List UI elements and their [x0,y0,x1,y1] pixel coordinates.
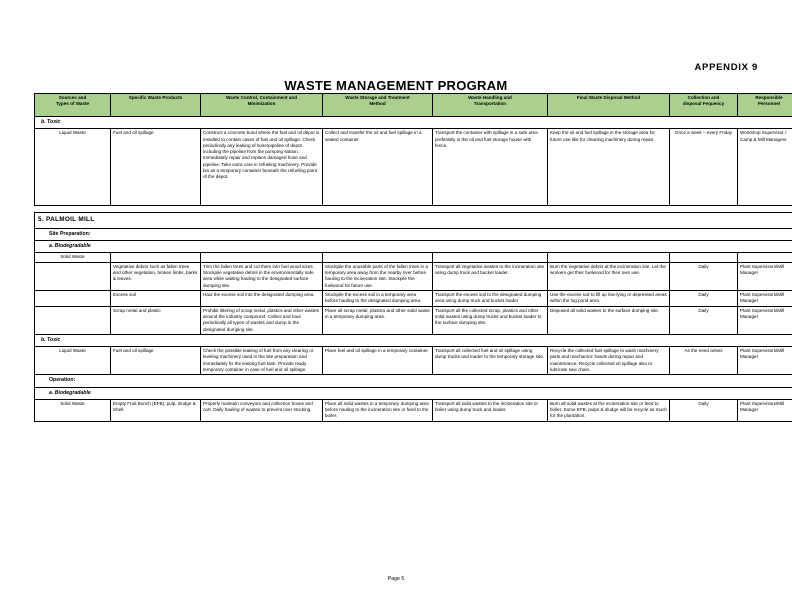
cell-waste-handling [433,253,548,262]
cell-waste-control: Haul the excess soil into the designated dumping area. [201,290,323,306]
cell-source-type: Solid Waste [35,399,111,421]
table-row [35,399,792,421]
table-spacer-row [35,206,792,213]
cell-frequency: Daily [670,290,738,306]
cell-waste-storage: Place fuel and oil spillage in a temporary container. [323,347,433,375]
cell-specific-waste: Fuel and oil spillage [111,347,201,375]
cell-waste-handling: Transport all collected fuel and oil spillage using dump trucks and loader to the temporary storage site. [433,347,548,375]
cell-responsible: Plant Supervisors/Mill Manager [738,262,792,290]
header-row [35,94,792,117]
cell-final-disposal [548,253,670,262]
cell-source-type: Solid Waste [35,253,111,262]
cell-waste-storage: Collect and transfer the oil and fuel spillage in a sealed container. [323,129,433,206]
cell-specific-waste: Empty Fruit Bunch (EFB), pulp, sludge & Shell. [111,399,201,421]
cell-responsible [738,253,792,262]
header-line-1: Waste Handling and [468,95,512,100]
cell-specific-waste: Fuel and oil spillage [111,129,201,206]
table-row [35,347,792,375]
page-footer: Page 5 [387,576,405,582]
table-row [35,306,792,334]
cell-source-type [35,290,111,306]
header-line-1: Waste Storage and Treatment [345,95,410,100]
cell-specific-waste: Excess soil [111,290,201,306]
cell-frequency: Daily [670,306,738,334]
page-title: WASTE MANAGEMENT PROGRAM [284,78,508,93]
waste-management-table [34,93,792,422]
cell-responsible: Plant Supervisors/Mill Manager [738,347,792,375]
table-header [35,94,792,117]
cell-responsible: Plant Supervisors/Mill Manager [738,306,792,334]
cell-waste-handling: Transport all solid wastes to the incineration site or boiler using dump truck and loader. [433,399,548,421]
cell-waste-control [201,253,323,262]
cell-waste-handling: Transport all vegetative wastes to the incineration site using dump truck and bucket loader. [433,262,548,290]
section-heading-label: a. Biodegradable [35,241,792,253]
column-header-waste-handling [433,94,548,117]
header-line-2: disposal Fequency [682,101,725,107]
cell-final-disposal: Burn the vegetative debris at the incineration site. Let the workers get their fuelwood for their own use. [548,262,670,290]
cell-final-disposal: Recycle the collected fuel spillage to wash machinery parts and mechanics’ hands during repair and maintenance. Recycle collected oil spillage also to lubricate saw chain. [548,347,670,375]
table-row [35,290,792,306]
column-header-waste-storage [323,94,433,117]
cell-waste-control: Properly maintain conveyors and collection boxes and cart. Daily hauling of wastes to prevent over stocking. [201,399,323,421]
section-heading-row [35,387,792,399]
cell-waste-storage: Stockpile the excess soil in a temporary area before hauling to the designated dumping area. [323,290,433,306]
cell-responsible: Plant Supervisors/Mill Manager [738,290,792,306]
header-line-2: Minimization [247,101,276,107]
section-heading-label: b. Toxic [35,117,792,129]
appendix-label: APPENDIX 9 [694,62,758,73]
cell-responsible: Plant Supervisors/Mill Manager [738,399,792,421]
table-spacer-cell [35,206,792,213]
cell-frequency: Daily [670,399,738,421]
section-heading-row [35,229,792,241]
cell-specific-waste: Scrap metal and plastic [111,306,201,334]
column-header-waste-control [201,94,323,117]
cell-frequency: Once a week – every Friday [670,129,738,206]
header-line-1: Collection and [687,95,720,100]
column-header-responsible-personnel [738,94,792,117]
section-heading-label: Operation: [35,375,792,387]
table-row [35,129,792,206]
section-heading-row [35,375,792,387]
cell-waste-handling: Transport all the collected scrap, plastics and other solid wastes using dump trucks and bucket loader to the surface dumping site. [433,306,548,334]
cell-source-type: Liquid Waste [35,129,111,206]
table-row [35,262,792,290]
section-heading-row [35,241,792,253]
section-heading-label: b. Toxic [35,334,792,346]
cell-waste-control: Construct a concrete bund where the fuel and oil depot is installed to contain cases of fuel and oil spillage. Check periodically any leaking of hose/pipeline of depot including the pipeline from the pumping station. Immediately repair and replace damaged hose and pipeline. Take extra care in refueling machinery. Provide bin as a temporary container beneath the refueling point of the depot. [201,129,323,206]
cell-waste-storage: Place all scrap metal, plastics and other solid waste in a temporary dumping area. [323,306,433,334]
section-heading-row [35,213,792,229]
cell-waste-handling: Transport the excess soil to the designated dumping area using dump truck and bucket loader [433,290,548,306]
cell-frequency: Daily [670,262,738,290]
header-line-1: Waste Control, Containment and [225,95,298,100]
table-body [35,117,792,422]
column-header-specific-waste-products: Specific Waste Products [111,94,201,117]
section-heading-label: Site Preparation: [35,229,792,241]
cell-waste-control: Check the possible leaking of fuel from any clearing or leveling machinery used in the site preparation and immediately fix the leaking fuel tank. Provide ready temporary container in case of fuel and oil spillage. [201,347,323,375]
header-line-1: Responsible [755,95,783,100]
cell-source-type: Liquid Waste [35,347,111,375]
header-line-2: Transportation [473,101,507,107]
cell-waste-storage: Stockpile the unusable parts of the fallen trees in a temporary area away from the nearby river before hauling to the incineration site. Stockpile the fuelwood for future use. [323,262,433,290]
cell-waste-storage [323,253,433,262]
header-line-2: Method [369,101,386,107]
table-row [35,253,792,262]
cell-final-disposal: Use the excess soil to fill up low-lying or depressed areas within the log pond area. [548,290,670,306]
column-header-collection-frequency [670,94,738,117]
header-line-2: Personnel [757,101,781,107]
cell-final-disposal: Disposed all solid wastes to the surface dumping site. [548,306,670,334]
cell-waste-control: Trim the fallen trees and cut them into fuel wood sizes. Stockpile vegetative debris in the environmentally safe area while waiting hauling to the designated surface dumping site. [201,262,323,290]
cell-final-disposal: Keep the oil and fuel spillage in the storage area for future use like for cleaning machinery during repair. [548,129,670,206]
cell-source-type [35,306,111,334]
header-line-1: Sources and [58,95,87,100]
cell-waste-storage: Place all solid wastes in a temporary dumping area before hauling to the incineration site or feed to the boiler. [323,399,433,421]
section-heading-row [35,334,792,346]
section-heading-label: 5. PALMOIL MILL [35,213,792,229]
column-header-sources [35,94,111,117]
section-heading-row [35,117,792,129]
cell-waste-handling: Transport the container with spillage in a safe area preferably in the oil and fuel storage house with fence. [433,129,548,206]
column-header-final-disposal: Final Waste Disposal Method [548,94,670,117]
cell-specific-waste: Vegetative debris such as fallen trees and other vegetation, broken limbs, barks & leaves. [111,262,201,290]
section-heading-label: a. Biodegradable [35,387,792,399]
header-line-2: Types of Waste [55,101,90,107]
cell-waste-control: Prohibit littering of scrap metal, plastics and other wastes around the industry compound. Collect and haul periodically all types of wastes and dump in the designated dumping site. [201,306,323,334]
cell-specific-waste [111,253,201,262]
cell-final-disposal: Burn all solid wastes at the incineration site or feed to boiler. Some EFB, pulps & sludge will be recycle as much for the plantation. [548,399,670,421]
cell-frequency [670,253,738,262]
cell-responsible: Workshop Supervisor / Camp & Mill Managers [738,129,792,206]
cell-frequency: As the need arises [670,347,738,375]
cell-source-type [35,262,111,290]
